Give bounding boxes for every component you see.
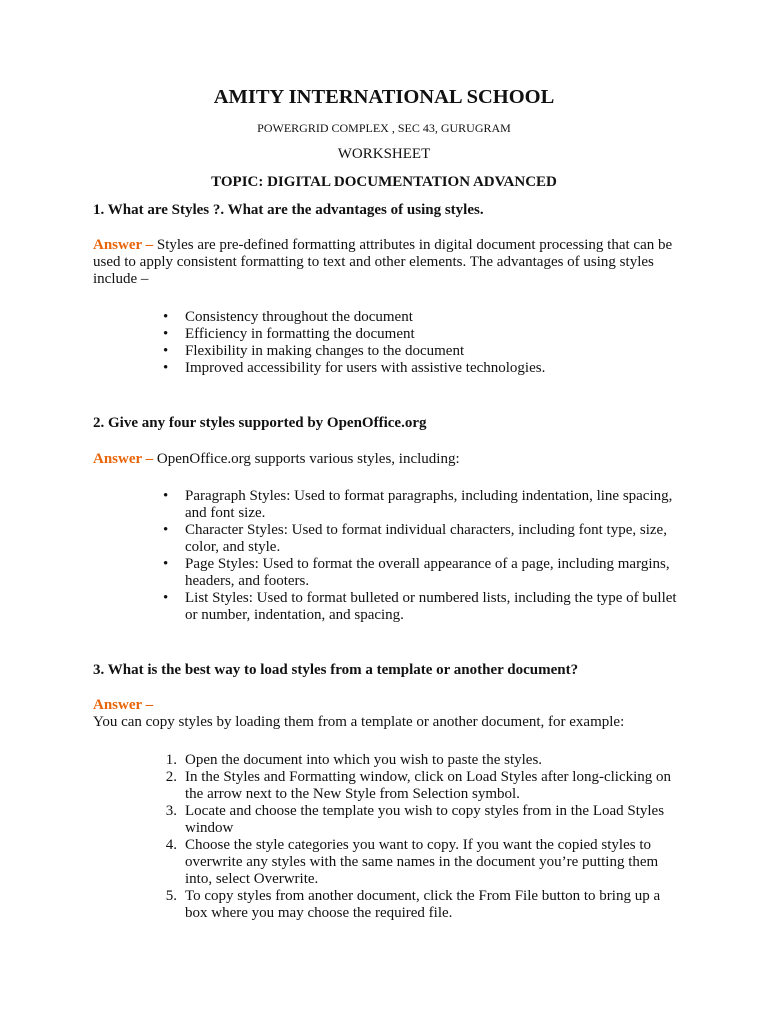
answer-label: Answer – (93, 237, 154, 253)
bullet-icon: • (163, 309, 169, 325)
answer-1-text: Styles are pre-defined formatting attributes in digital document processing that can be used to apply consistent formatting to text and other elements. The advantages of using styles include – (93, 237, 673, 287)
step-number: 2. (165, 769, 177, 785)
step-number: 1. (165, 752, 177, 768)
worksheet-label: WORKSHEET (337, 146, 431, 162)
school-address: POWERGRID COMPLEX , SEC 43, GURUGRAM (257, 121, 511, 135)
list-item: • Efficiency in formatting the document (163, 326, 415, 342)
answer-3-text: You can copy styles by loading them from a template or another document, for example: (93, 714, 625, 730)
answer-2-bullets (163, 488, 683, 624)
list-item: 2. In the Styles and Formatting window, click on Load Styles after long-clicking on the arrow next to the New Style from Selection symbol. (163, 769, 683, 803)
answer-1 (93, 237, 683, 288)
list-item: 3. Locate and choose the template you wish to copy styles from in the Load Styles window (163, 803, 683, 837)
bullet-icon: • (163, 488, 169, 504)
list-item: 1. Open the document into which you wish to paste the styles. (163, 752, 683, 769)
bullet-icon: • (163, 343, 169, 359)
answer-label: Answer – (93, 697, 154, 713)
step-number: 5. (165, 888, 177, 904)
bullet-icon: • (163, 590, 169, 606)
bullet-icon: • (163, 522, 169, 538)
answer-label: Answer – (93, 451, 154, 467)
bullet-icon: • (163, 360, 169, 376)
topic-heading: TOPIC: DIGITAL DOCUMENTATION ADVANCED (211, 174, 557, 190)
list-item: • List Styles: Used to format bulleted or numbered lists, including the type of bullet or number, indentation, and spacing. (163, 590, 677, 623)
list-item: • Consistency throughout the document (163, 309, 413, 325)
list-item: • Page Styles: Used to format the overall appearance of a page, including margins, headers, and footers. (163, 556, 670, 589)
list-item: 5. To copy styles from another document, click the From File button to bring up a box where you may choose the required file. (163, 888, 683, 922)
list-item: 4. Choose the style categories you want to copy. If you want the copied styles to overwrite any styles with the same names in the document you’re putting them into, select Overwrite. (163, 837, 683, 888)
bullet-icon: • (163, 556, 169, 572)
answer-1-bullets (163, 309, 683, 377)
answer-3-steps (163, 752, 683, 922)
answer-2 (93, 451, 683, 468)
question-3: 3. What is the best way to load styles from a template or another document? (93, 662, 579, 678)
list-item: • Flexibility in making changes to the document (163, 343, 465, 359)
answer-3 (93, 697, 683, 731)
bullet-icon: • (163, 326, 169, 342)
step-number: 3. (165, 803, 177, 819)
question-1: 1. What are Styles ?. What are the advantages of using styles. (93, 202, 484, 218)
list-item: • Character Styles: Used to format individual characters, including font type, size, color, and style. (163, 522, 667, 555)
answer-2-text: OpenOffice.org supports various styles, including: (156, 451, 460, 467)
list-item: • Improved accessibility for users with assistive technologies. (163, 360, 546, 376)
school-title: AMITY INTERNATIONAL SCHOOL (213, 86, 555, 108)
list-item: • Paragraph Styles: Used to format paragraphs, including indentation, line spacing, and font size. (163, 488, 673, 521)
step-number: 4. (165, 837, 177, 853)
question-2: 2. Give any four styles supported by OpenOffice.org (93, 415, 427, 431)
